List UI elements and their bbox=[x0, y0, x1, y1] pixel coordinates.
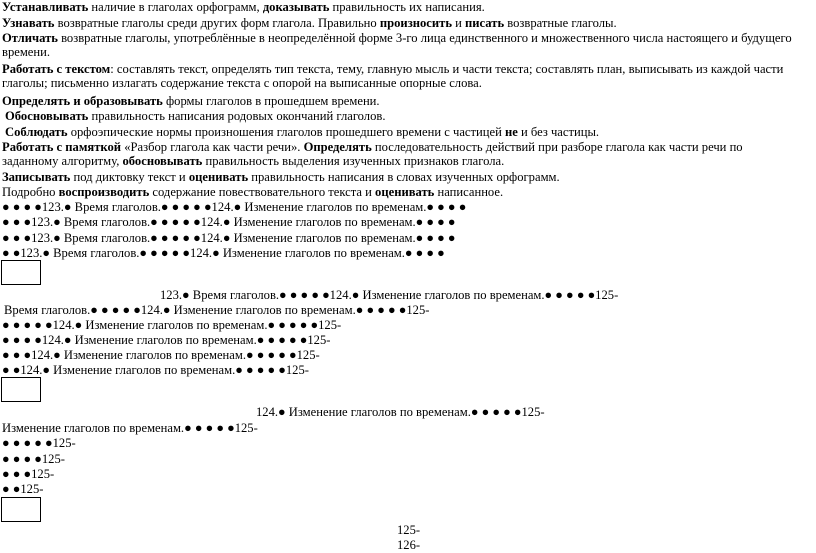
objective-paragraph bbox=[2, 170, 560, 184]
objective-text: правильность выделения изученных признаков глагола. bbox=[202, 154, 505, 169]
lesson-line: ● ● ● ● ●125- bbox=[2, 436, 76, 450]
empty-frame bbox=[1, 377, 41, 402]
objective-text: написанное. bbox=[434, 185, 504, 199]
bold-verb: оценивать bbox=[375, 185, 435, 199]
objective-paragraph bbox=[2, 94, 380, 108]
lesson-line: ● ● ●123.● Время глаголов.● ● ● ● ●124.● Изменение глаголов по временам.● ● ● ● bbox=[2, 215, 456, 229]
objective-text: : составлять текст, определять тип текста, тему, главную мысль и части текста; составлять план, выписывать из каждой части глаголы; письменно излагать содержание текста с опорой на выписанные опорные слова. bbox=[2, 62, 784, 91]
objective-paragraph bbox=[5, 109, 385, 123]
bold-verb: Узнавать bbox=[2, 16, 55, 30]
lesson-line: ● ● ● ● ●124.● Изменение глаголов по временам.● ● ● ● ●125- bbox=[2, 318, 342, 332]
objective-paragraph bbox=[2, 0, 485, 14]
objective-text: последовательность действий при разборе глагола как части речи по заданному алгоритму, bbox=[2, 140, 743, 169]
lesson-line: ● ●123.● Время глаголов.● ● ● ● ●124.● Изменение глаголов по временам.● ● ● ● bbox=[2, 246, 445, 260]
objective-text: и без частицы. bbox=[517, 125, 600, 139]
lesson-line: 124.● Изменение глаголов по временам.● ● ● ● ●125- bbox=[256, 405, 545, 419]
bold-verb: Определять и образовывать bbox=[2, 94, 163, 108]
lesson-line: 123.● Время глаголов.● ● ● ● ●124.● Изменение глаголов по временам.● ● ● ● ●125- bbox=[160, 288, 619, 302]
lesson-line: ● ● ● ●124.● Изменение глаголов по временам.● ● ● ● ●125- bbox=[2, 333, 331, 347]
objective-text: «Разбор глагола как части речи». bbox=[121, 140, 304, 154]
bold-verb: писать bbox=[465, 16, 505, 30]
objective-text: правильность написания в словах изученных орфограмм. bbox=[248, 170, 560, 184]
objective-text: наличие в глаголах орфограмм, bbox=[88, 0, 263, 14]
bold-verb: не bbox=[504, 125, 518, 139]
bold-verb: Записывать bbox=[2, 170, 71, 184]
lesson-line: ● ● ●123.● Время глаголов.● ● ● ● ●124.● Изменение глаголов по временам.● ● ● ● bbox=[2, 231, 456, 245]
objective-paragraph bbox=[2, 62, 802, 91]
objective-text: орфоэпические нормы произношения глаголов прошедшего времени с частицей bbox=[67, 125, 505, 139]
page-marker: 125- bbox=[397, 523, 421, 537]
objective-paragraph bbox=[2, 16, 617, 30]
bold-verb: произносить bbox=[379, 16, 452, 30]
objective-text: возвратные глаголы, употреблённые в неопределённой форме 3-го лица единственного и множественного числа настоящего и будущего времени. bbox=[2, 31, 792, 60]
lesson-line: ● ● ●125- bbox=[2, 467, 55, 481]
objective-text: правильность написания родовых окончаний глаголов. bbox=[88, 109, 386, 123]
bold-verb: Работать с текстом bbox=[2, 62, 111, 76]
objective-text: правильность их написания. bbox=[329, 0, 485, 14]
bold-verb: доказывать bbox=[262, 0, 330, 14]
objective-text: под диктовку текст и bbox=[70, 170, 189, 184]
empty-frame bbox=[1, 260, 41, 285]
lesson-line: ● ●125- bbox=[2, 482, 44, 496]
objective-text: возвратные глаголы среди других форм глагола. Правильно bbox=[54, 16, 380, 30]
objective-paragraph bbox=[2, 140, 802, 169]
lesson-line: ● ●124.● Изменение глаголов по временам.● ● ● ● ●125- bbox=[2, 363, 309, 377]
lesson-line: ● ● ●124.● Изменение глаголов по временам.● ● ● ● ●125- bbox=[2, 348, 320, 362]
lesson-line: Время глаголов.● ● ● ● ●124.● Изменение глаголов по временам.● ● ● ● ●125- bbox=[4, 303, 430, 317]
lesson-line: ● ● ● ●123.● Время глаголов.● ● ● ● ●124.● Изменение глаголов по временам.● ● ● ● bbox=[2, 200, 467, 214]
objective-text: возвратные глаголы. bbox=[504, 16, 617, 30]
lesson-line: Изменение глаголов по временам.● ● ● ● ●125- bbox=[2, 421, 258, 435]
bold-verb: воспроизводить bbox=[58, 185, 150, 199]
bold-verb: Устанавливать bbox=[2, 0, 89, 14]
bold-verb: Отличать bbox=[2, 31, 58, 45]
objective-text: Подробно bbox=[2, 185, 59, 199]
bold-verb: Определять bbox=[303, 140, 372, 154]
objective-paragraph bbox=[5, 125, 599, 139]
objective-text: формы глаголов в прошедшем времени. bbox=[162, 94, 380, 108]
bold-verb: Обосновывать bbox=[5, 109, 89, 123]
bold-verb: обосновывать bbox=[122, 154, 203, 169]
objective-text: содержание повествовательного текста и bbox=[149, 185, 376, 199]
bold-verb: Соблюдать bbox=[5, 125, 68, 139]
objective-paragraph bbox=[2, 31, 802, 60]
bold-verb: оценивать bbox=[188, 170, 249, 184]
empty-frame bbox=[1, 497, 41, 522]
lesson-line: ● ● ● ●125- bbox=[2, 452, 65, 466]
objective-paragraph bbox=[2, 185, 503, 199]
objective-text: и bbox=[452, 16, 466, 30]
page-marker: 126- bbox=[397, 538, 421, 552]
bold-verb: Работать с памяткой bbox=[2, 140, 122, 154]
